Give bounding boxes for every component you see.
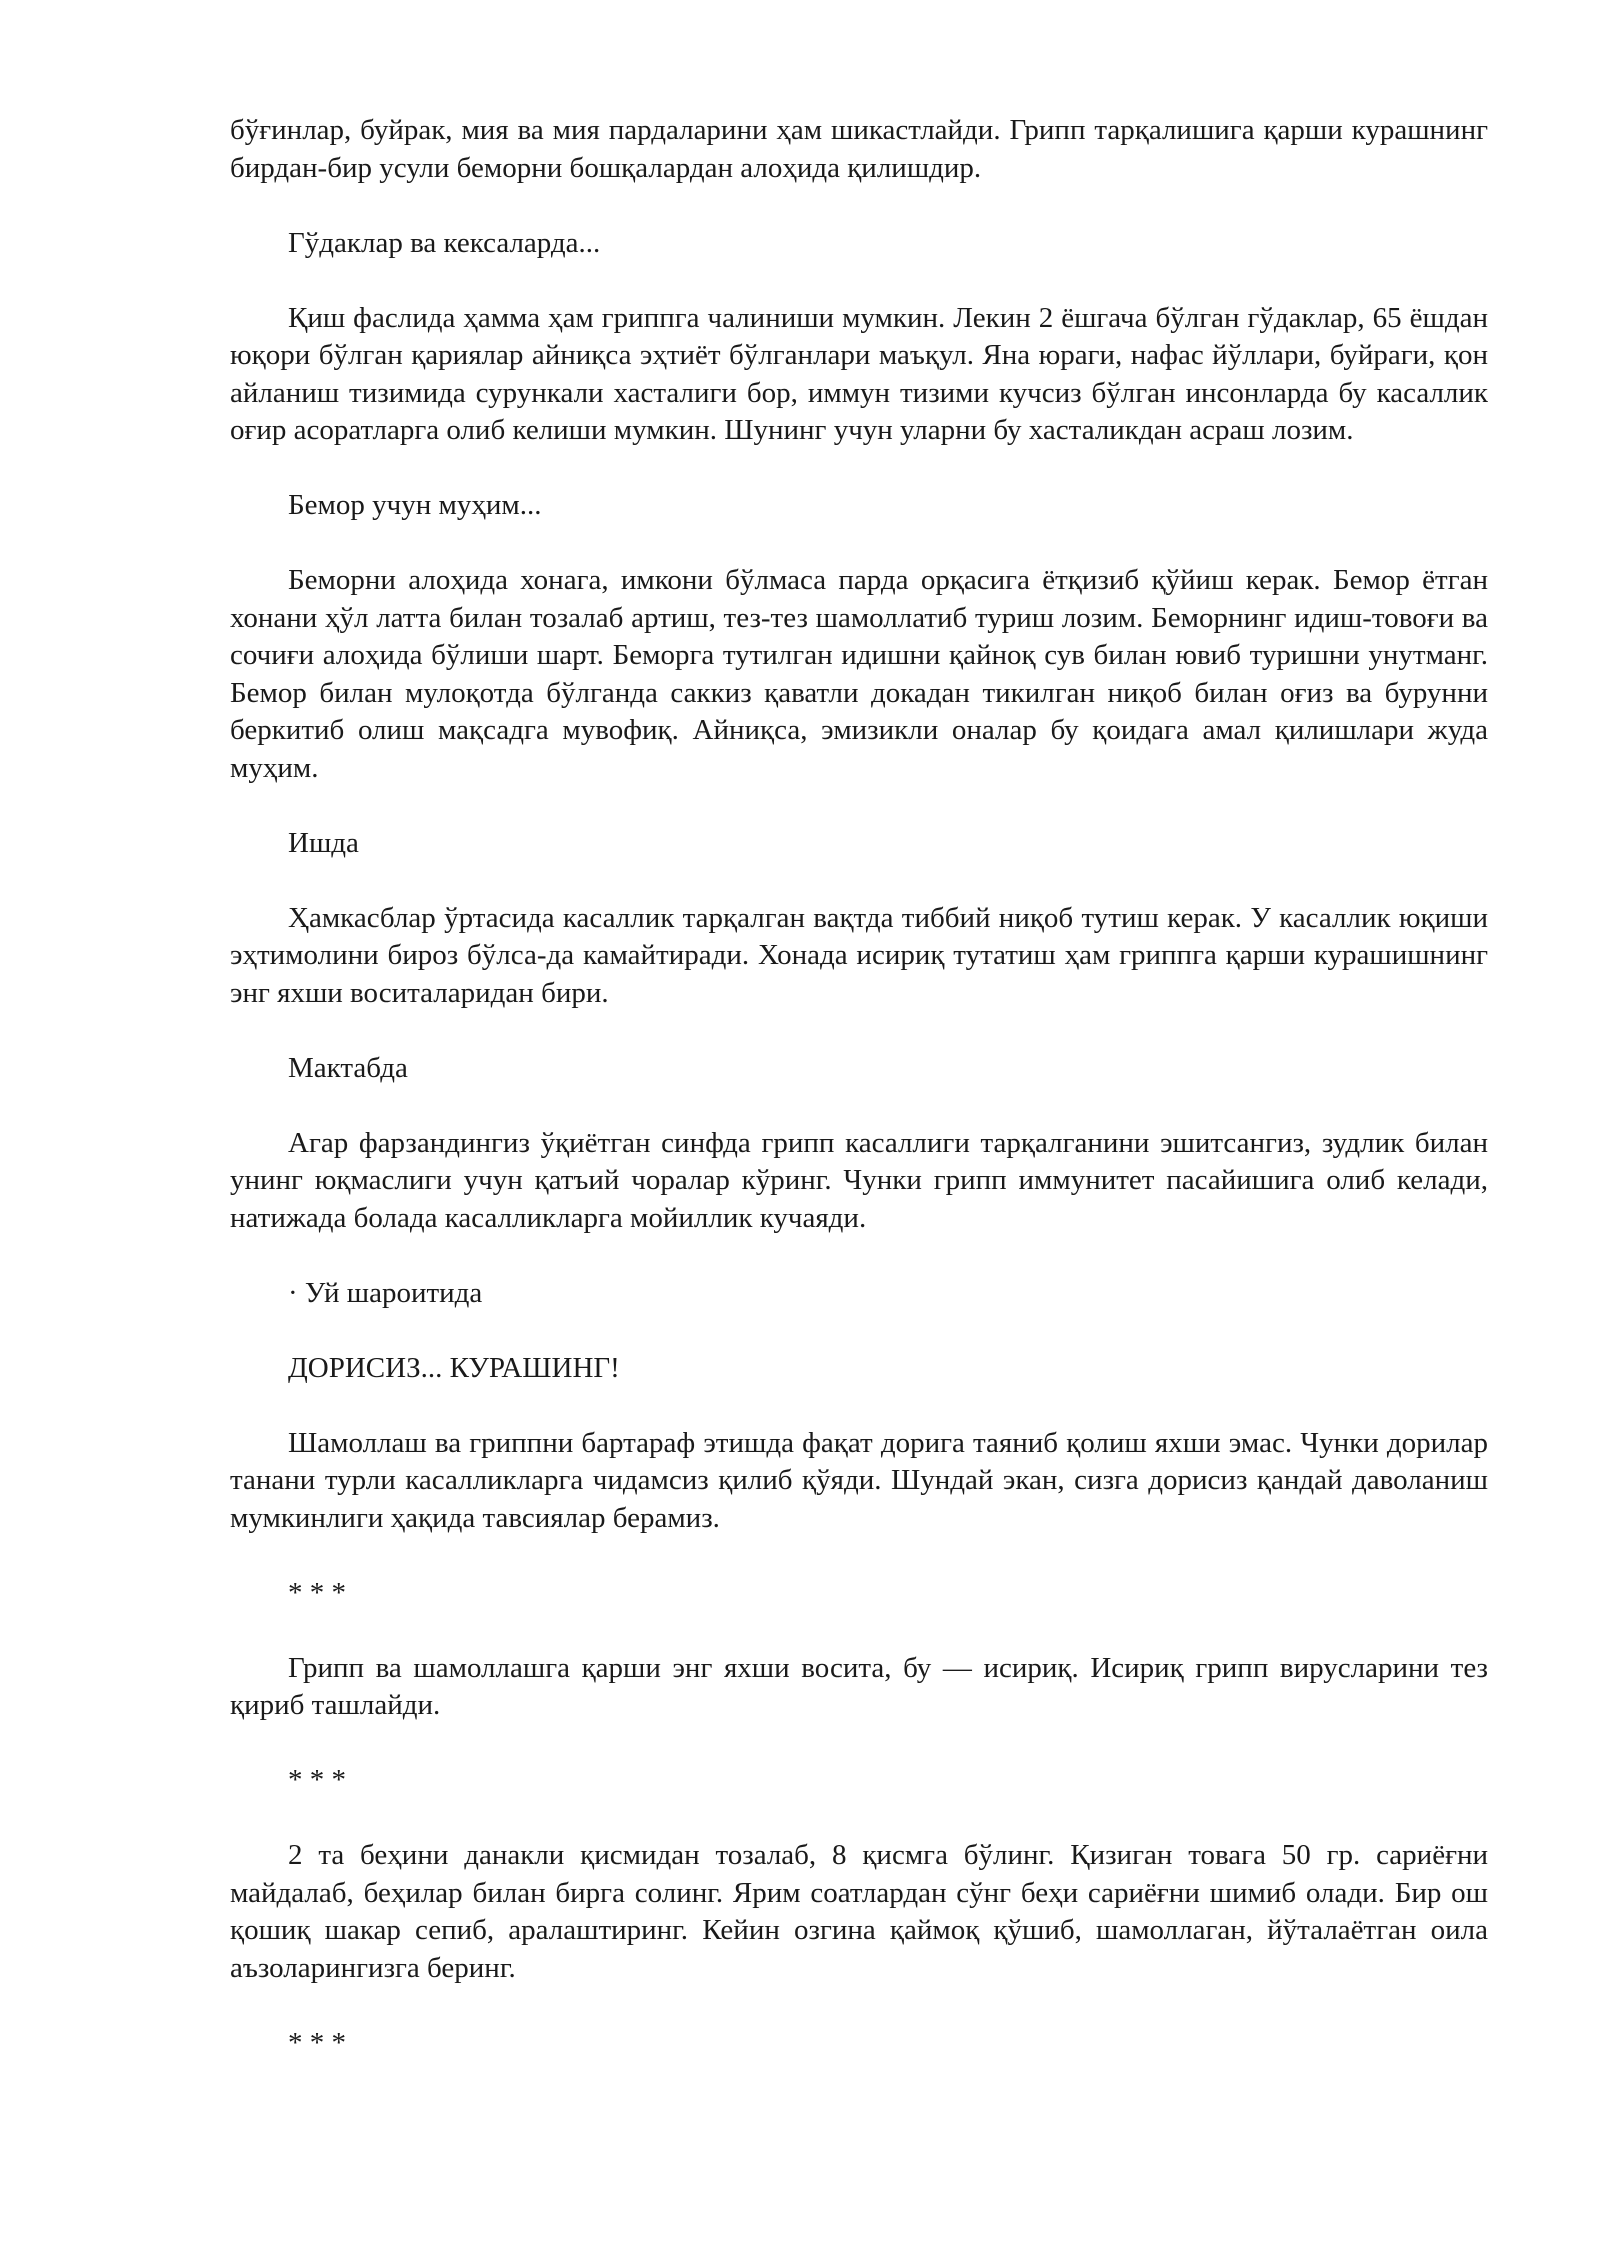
separator-2: * * * (288, 1764, 346, 1796)
paragraph-work: Ҳамкасблар ўртасида касаллик тарқалган вақтда тиббий ниқоб тутиш керак. У касаллик юқиши эҳтимолини бироз бўлса-да камайтиради. Хонада исириқ тутатиш ҳам гриппга қарши курашишнинг энг яхши воситаларидан бири. (230, 901, 1488, 1009)
paragraph-school: Агар фарзандингиз ўқиётган синфда грипп касаллиги тарқалганини эшитсангиз, зудлик билан унинг юқмаслиги учун қатъий чоралар кўринг. Чунки грипп иммунитет пасайишига олиб келади, натижада болада касалликларга мойиллик кучаяди. (230, 1126, 1488, 1234)
separator-1: * * * (288, 1576, 346, 1609)
paragraph-quince: 2 та беҳини данакли қисмидан тозалаб, 8 қисмга бўлинг. Қизиган товага 50 гр. сариёғни майдалаб, беҳилар билан бирга солинг. Ярим соатлардан сўнг беҳи сариёғни шимиб олади. Бир ош қошиқ шакар сепиб, аралаштиринг. Кейин озгина қаймоқ қўшиб, шамоллаган, йўталаётган оила аъзоларингизга беринг. (230, 1839, 1488, 1984)
document-page (230, 112, 1488, 2100)
heading-work: Ишда (288, 826, 359, 859)
heading-no-drugs: ДОРИСИЗ... КУРАШИНГ! (288, 1351, 620, 1384)
paragraph-patient: Беморни алоҳида хонага, имкони бўлмаса парда орқасига ётқизиб қўйиш керак. Бемор ётган хонани ҳўл латта билан тозалаб артиш, тез-тез шамоллатиб туриш лозим. Беморнинг идиш-товоғи ва сочиғи алоҳида бўлиши шарт. Беморга тутилган идишни қайноқ сув билан ювиб туришни унутманг. Бемор билан мулоқотда бўлганда саккиз қаватли докадан тикилган ниқоб билан оғиз ва бурунни беркитиб олиш мақсадга мувофиқ. Айниқса, эмизикли оналар бу қоидага амал қилишлари жуда муҳим. (230, 564, 1488, 784)
paragraph-no-drugs: Шамоллаш ва гриппни бартараф этишда фақат дорига таяниб қолиш яхши эмас. Чунки дорилар танани турли касалликларга чидамсиз қилиб қўяди. Шундай экан, сизга дорисиз қандай даволаниш мумкинлиги ҳақида тавсиялар берамиз. (230, 1426, 1488, 1534)
heading-school: Мактабда (288, 1051, 408, 1084)
paragraph-infants-elderly: Қиш фаслида ҳамма ҳам гриппга чалиниши мумкин. Лекин 2 ёшгача бўлган гўдаклар, 65 ёшдан юқори бўлган қариялар айниқса эҳтиёт бўлганлари маъқул. Яна юраги, нафас йўллари, буйраги, қон айланиш тизимида сурункали хасталиги бор, иммун тизими кучсиз бўлган инсонларда бу касаллик оғир асоратларга олиб келиши мумкин. Шунинг учун уларни бу хасталикдан асраш лозим. (230, 301, 1488, 446)
paragraph-intro: бўғинлар, буйрак, мия ва мия пардаларини ҳам шикастлайди. Грипп тарқалишига қарши курашнинг бирдан-бир усули беморни бошқалардан алоҳида қилишдир. (230, 114, 1488, 184)
separator-3: * * * (288, 2026, 346, 2059)
paragraph-isiriq: Грипп ва шамоллашга қарши энг яхши восита, бу — исириқ. Исириқ грипп вирусларини тез қириб ташлайди. (230, 1651, 1488, 1721)
heading-infants-elderly: Гўдаклар ва кексаларда... (288, 226, 601, 259)
heading-patient: Бемор учун муҳим... (288, 489, 542, 521)
heading-home: · Уй шароитида (288, 1276, 483, 1309)
